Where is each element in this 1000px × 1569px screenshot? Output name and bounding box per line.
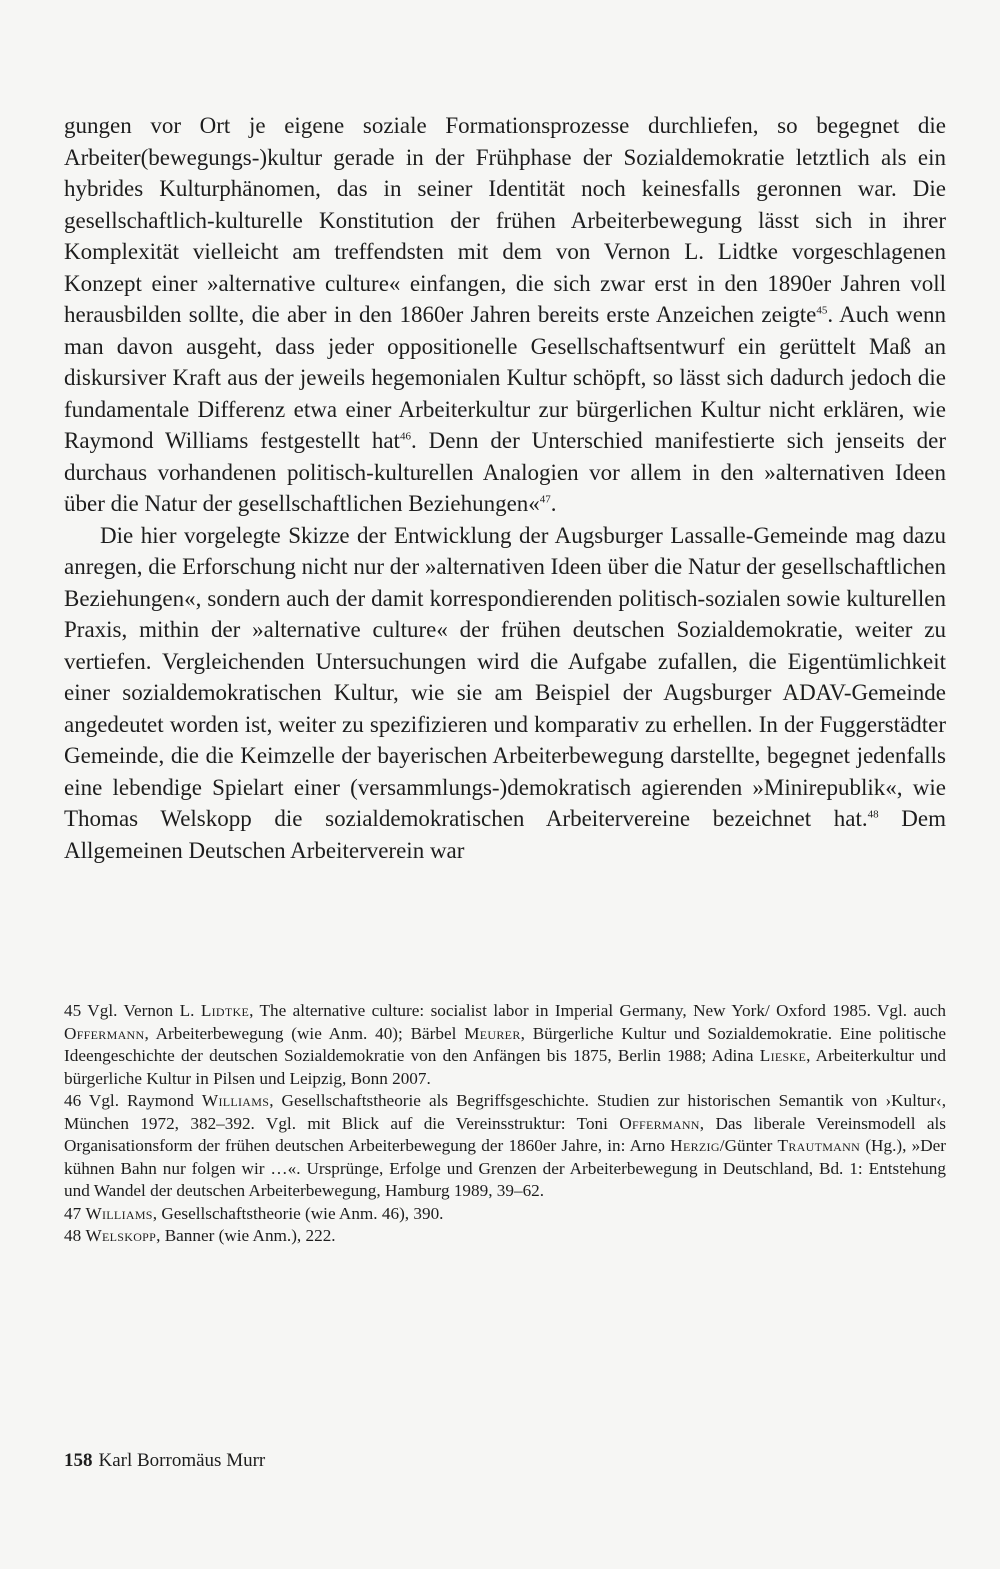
footnote-ref-48[interactable]: 48 xyxy=(867,808,879,821)
paragraph-2-text-1: Die hier vorgelegte Skizze der Entwicklung der Augsburger Lassalle-Gemeinde mag dazu anregen, die Erforschung nicht nur der »alternativen Ideen über die Natur der gesellschaftlichen Beziehungen«, sondern auch der damit korrespondierenden politisch-sozialen sowie kulturellen Praxis, mithin der »alternative culture« der frühen deutschen Sozialdemokratie, weiter zu vertiefen. Vergleichenden Untersuchungen wird die Aufgabe zufallen, die Eigentümlichkeit einer sozialdemokratischen Kultur, wie sie am Beispiel der Augsburger ADAV-Gemeinde angedeutet worden ist, weiter zu spezifizieren und komparativ zu erhellen. In der Fuggerstädter Gemeinde, die die Keimzelle der bayerischen Arbeiterbewegung darstellte, begegnet jedenfalls eine lebendige Spielart einer (versammlungs-)demokratisch agierenden »Minirepublik«, wie Thomas Welskopp die sozialdemokratischen Arbeitervereine bezeichnet hat. xyxy=(64,522,946,831)
footnote-text: , Arbeiterkultur und bürgerliche Kultur in Pilsen und Leipzig, Bonn 2007. xyxy=(64,1046,946,1088)
paragraph-1 xyxy=(64,110,946,520)
footnote-48 xyxy=(64,1225,946,1248)
author-name: Herzig xyxy=(670,1136,720,1155)
footnote-text: , Banner (wie Anm.), 222. xyxy=(156,1226,336,1245)
footnote-text: , The alternative culture: socialist labor in Imperial Germany, New York/ Oxford 1985. Vgl. auch xyxy=(249,1001,946,1020)
footnote-text: Vgl. Raymond xyxy=(81,1091,202,1110)
author-name: Offermann xyxy=(64,1023,145,1043)
footnote-text: , Gesellschaftstheorie (wie Anm. 46), 390. xyxy=(152,1203,444,1223)
footnote-text: /Günter xyxy=(719,1136,778,1155)
footnote-ref-46[interactable]: 46 xyxy=(399,430,411,443)
footnote-text: Vgl. Vernon L. xyxy=(81,1001,201,1020)
author-name: Trautmann xyxy=(777,1136,861,1155)
footnote-text: , Gesellschaftstheorie als Begriffsgeschichte. Studien zur historischen Semantik von ›Kultur‹, München 1972, 382–392. Vgl. mit Blick auf die Vereinsstruktur: Toni xyxy=(64,1091,947,1133)
footnote-number: 47 xyxy=(64,1203,82,1223)
author-name: Lieske xyxy=(759,1046,807,1065)
footnote-text: (Hg.), »Der kühnen Bahn nur folgen wir …«. Ursprünge, Erfolge und Grenzen der Arbeiterbewegung in Deutschland, Bd. 1: Entstehung und Wandel der deutschen Arbeiterbewegung, Hamburg 1989, 39–62. xyxy=(64,1136,946,1200)
footnote-46 xyxy=(64,1090,946,1203)
author-name: Welskopp xyxy=(85,1226,157,1245)
footnote-ref-47[interactable]: 47 xyxy=(539,493,551,506)
author-name: Lidtke xyxy=(200,1001,250,1020)
paragraph-2 xyxy=(64,520,946,867)
footnote-number: 46 xyxy=(64,1091,82,1110)
author-name: Williams xyxy=(201,1091,270,1110)
author-name: Offermann xyxy=(619,1113,700,1133)
footnote-47 xyxy=(64,1203,946,1226)
footnote-text: , Das liberale Vereinsmodell als Organisationsform der frühen deutschen Arbeiterbewegung der 1860er Jahre, in: Arno xyxy=(64,1113,946,1155)
footnotes xyxy=(64,1000,946,1248)
paragraph-1-text-3: . Denn der Unterschied manifestierte sich jenseits der durchaus vorhandenen politisch-kulturellen Analogien vor allem in den »alternativen Ideen über die Natur der gesellschaftlichen Beziehungen« xyxy=(64,428,946,516)
main-text xyxy=(64,110,946,866)
page-footer xyxy=(64,1449,265,1473)
footnote-text: , Bürgerliche Kultur und Sozialdemokratie. Eine politische Ideengeschichte der deutschen Sozialdemokratie von den Anfängen bis 1875, Berlin 1988; Adina xyxy=(64,1023,946,1065)
footnote-text: , Arbeiterbewegung (wie Anm. 40); Bärbel xyxy=(144,1023,465,1043)
footnote-number: 48 xyxy=(64,1226,82,1245)
paragraph-1-text-2: . Auch wenn man davon ausgeht, dass jeder oppositionelle Gesellschaftsentwurf ein gerüttelt Maß an diskursiver Kraft aus der jeweils hegemonialen Kultur schöpft, so lässt sich dadurch jedoch die fundamentale Differenz etwa einer Arbeiterkultur zur bürgerlichen Kultur nicht erklären, wie Raymond Williams festgestellt hat xyxy=(64,302,946,453)
page-number: 158 xyxy=(64,1450,93,1471)
paragraph-1-text-1: gungen vor Ort je eigene soziale Formationsprozesse durchliefen, so begegnet die Arbeiter(bewegungs-)kultur gerade in der Frühphase der Sozialdemokratie letztlich als ein hybrides Kulturphänomen, das in seiner Identität noch keinesfalls geronnen war. Die gesellschaftlich-kulturelle Konstitution der frühen Arbeiterbewegung lässt sich in ihrer Komplexität vielleicht am treffendsten mit dem von Vernon L. Lidtke vorgeschlagenen Konzept einer »alternative culture« einfangen, die sich zwar erst in den 1890er Jahren voll herausbilden sollte, die aber in den 1860er Jahren bereits erste Anzeichen zeigte xyxy=(64,113,946,327)
author-name: Williams xyxy=(85,1203,153,1223)
author-name: Meurer xyxy=(464,1023,521,1043)
running-head: Karl Borromäus Murr xyxy=(98,1450,266,1471)
footnote-ref-45[interactable]: 45 xyxy=(816,304,828,317)
paragraph-2-text-2: Dem Allgemeinen Deutschen Arbeiterverein war xyxy=(64,806,946,863)
footnote-number: 45 xyxy=(64,1001,82,1020)
paragraph-1-text-4: . xyxy=(550,491,557,516)
footnote-45 xyxy=(64,1000,946,1090)
